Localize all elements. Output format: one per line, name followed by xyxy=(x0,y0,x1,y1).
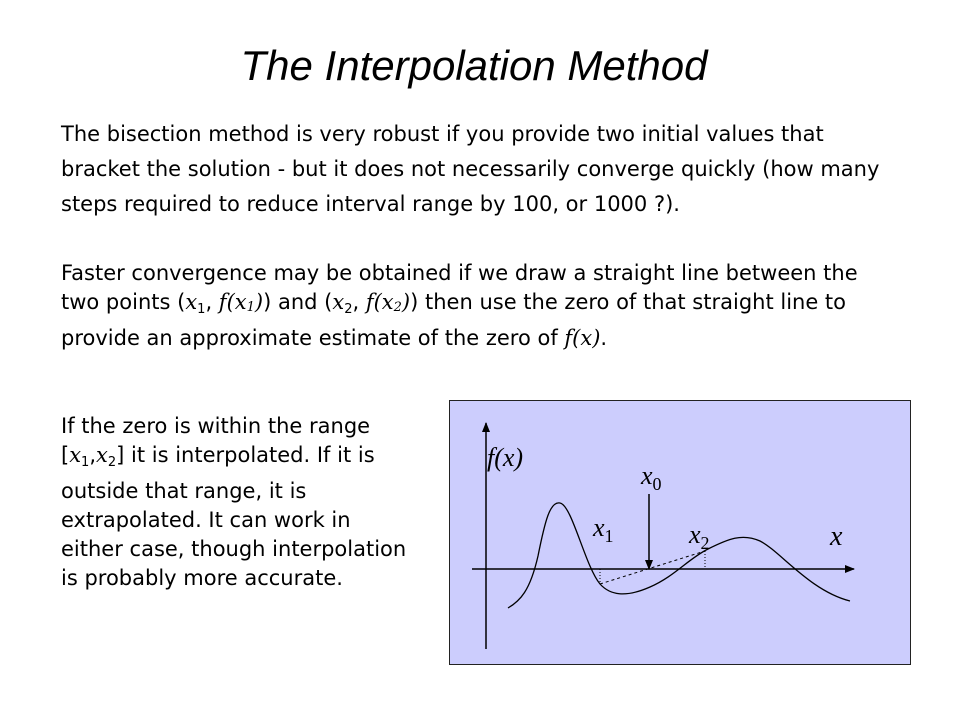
x-axis-label: x xyxy=(830,521,843,552)
x0-label-sub: 0 xyxy=(652,474,662,494)
p2-f2-close: ) xyxy=(401,290,411,314)
p2-text-2: ) and ( xyxy=(263,290,333,314)
p3-x1: x xyxy=(69,443,82,467)
fx-label: f(x) xyxy=(487,443,524,472)
p3-x2: x xyxy=(96,443,108,467)
p2-f1: f(x xyxy=(218,290,247,314)
p2-f2: f(x xyxy=(365,290,394,314)
paragraph-bisection: The bisection method is very robust if you provide two initial values that bracket the solution - but it does not necessarily converge quickly (how many steps required to reduce interval range by 100, or 1000 ?). xyxy=(61,122,880,216)
p3-text-2: ] it is interpolated. If it is outside that range, it is extrapolated. It can work in either case, though interpolation is probably more accurate. xyxy=(61,443,407,590)
function-curve xyxy=(508,503,850,608)
p3-text-1: If the zero is within the range [ xyxy=(61,414,371,467)
p2-x1: x xyxy=(185,290,198,314)
p2-f1-close: ) xyxy=(254,290,264,314)
x2-label-sub: 2 xyxy=(700,533,710,553)
p3-x1-sub: 1 xyxy=(81,455,90,470)
secant-line xyxy=(600,551,705,584)
slide-title: The Interpolation Method xyxy=(240,42,708,89)
x2-label xyxy=(689,522,710,552)
p2-f2-sub: 2 xyxy=(393,300,402,315)
x1-label-sub: 1 xyxy=(604,526,614,546)
p2-fx: f(x) xyxy=(564,326,601,350)
paragraph-convergence xyxy=(61,259,881,353)
p2-x1-sub: 1 xyxy=(197,302,206,317)
p2-x2: x xyxy=(332,290,345,314)
p2-x2-sub: 2 xyxy=(344,302,353,317)
x0-label xyxy=(641,463,662,493)
p2-text-3: ) then use the zero of that straight line to provide an approximate estimate of the zero of xyxy=(61,290,847,350)
p2-end: . xyxy=(600,326,608,350)
x2-label-base: x xyxy=(689,520,701,549)
p3-x2-sub: 2 xyxy=(107,455,117,470)
p2-f1-sub: 1 xyxy=(246,300,255,315)
p2-text-1: Faster convergence may be obtained if we draw a straight line between the two points ( xyxy=(61,261,858,314)
x0-label-base: x xyxy=(641,461,653,490)
p2-comma-1: , xyxy=(205,290,219,314)
x1-label xyxy=(593,515,614,545)
p2-comma-2: , xyxy=(352,290,366,314)
p3-comma: , xyxy=(89,443,97,467)
x1-label-base: x xyxy=(593,513,605,542)
paragraph-interpolation xyxy=(61,412,416,593)
interpolation-diagram xyxy=(449,400,911,665)
